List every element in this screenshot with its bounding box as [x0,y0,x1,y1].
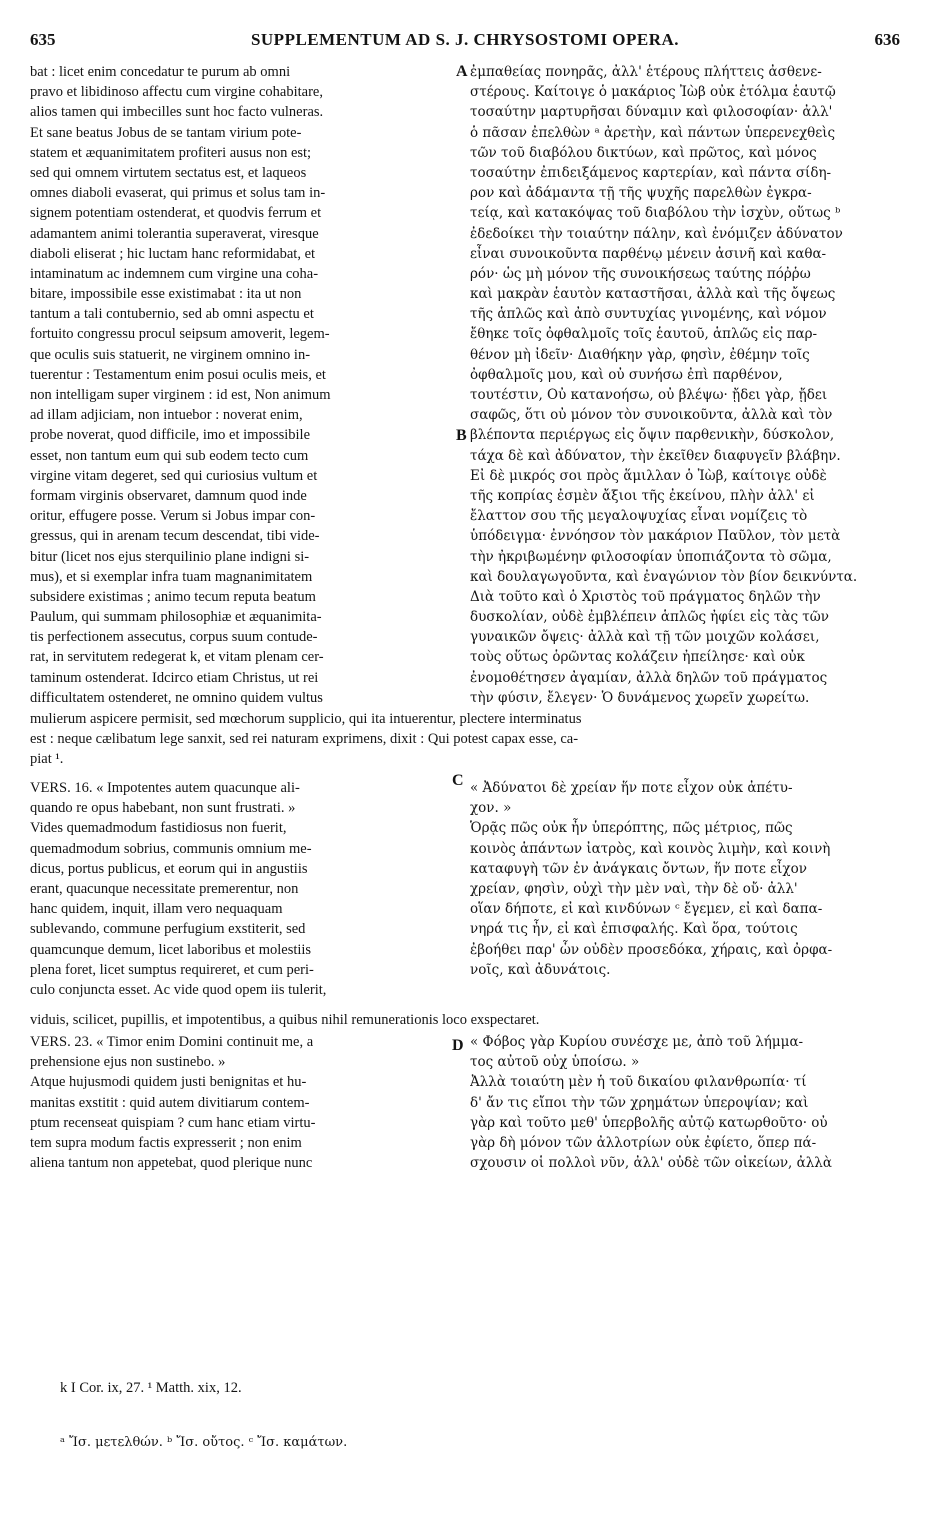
text-line: tantum a tali contubernio, sed ab omni aspectu et [30,306,314,323]
text-line: prehensione ejus non sustinebo. » [30,1054,226,1071]
text-line: probe noverat, quod difficile, imo et impossibile [30,427,311,444]
text-line: ptum recenseat quispiam ? cum hanc etiam virtu- [30,1114,316,1131]
text-line: τὴν φύσιν, ἔλεγεν· Ὁ δυνάμενος χωρεῖν χωρείτω. [470,689,810,706]
text-line: oritur, effugere posse. Verum si Jobus impar con- [30,508,316,525]
text-line: Ἀλλὰ τοιαύτη μὲν ἡ τοῦ δικαίου φιλανθρωπία· τί [470,1074,807,1091]
text-line: Vides quemadmodum fastidiosus non fuerit, [30,820,287,837]
text-line: erant, quacunque necessitate premerentur, non [30,880,299,897]
text-line: sed qui omnem virtutem sectatus est, et laqueos [30,164,307,181]
text-line: plena foret, licet sumptus requireret, et cum peri- [30,961,314,978]
text-line: bat : licet enim concedatur te purum ab omni [30,64,291,80]
text-line: culo conjuncta esset. Ac vide quod opem iis tulerit, [30,981,327,998]
text-line: aliena tantum non appetebat, quod plerique nunc [30,1155,313,1172]
text-line: tuerentur : Testamentum enim posui oculis meis, et [30,366,326,383]
page-number-right: 636 [874,30,900,49]
text-line: quando re opus habebant, non sunt frustrati. » [30,800,296,817]
footnote-greek: ᵃ Ἴσ. μετελθών. ᵇ Ἴσ. οὔτος. ᶜ Ἴσ. καμάτων. [60,1435,348,1450]
text-line: τοσαύτην ἐπιδειξάμενος καρτερίαν, καὶ πάντα σίδη- [470,164,832,181]
text-line: καταφυγὴ τῶν ἐν ἀνάγκαις ὄντων, ἥν ποτε εἶχον [470,860,807,877]
text-line: formam virginis observaret, damnum quod inde [30,487,307,504]
text-line: alios tamen qui imbecilles sunt hoc facto vulneras. [30,104,324,121]
text-line: diaboli eliserat ; hic luctam hanc reformidabat, et [30,245,316,262]
text-line: fortuito congressu procul seipsum amoverit, legem- [30,326,330,343]
text-line: signem potentiam ostenderat, et quodvis ferrum et [30,205,322,222]
text-line: οἵαν δήποτε, εἰ καὶ κινδύνων ᶜ ἔγεμεν, εἰ καὶ δαπα- [470,901,823,918]
text-line: ρον καὶ ἀδάμαντα τῇ τῆς ψυχῆς παρελθὼν ἐγκρα- [470,185,812,202]
footnote-latin: k I Cor. ix, 27. ¹ Matth. xix, 12. [60,1380,242,1396]
running-title: SUPPLEMENTUM AD S. J. CHRYSOSTOMI OPERA. [250,30,680,49]
text-line: ἐβοήθει παρ' ὧν οὐδὲν προσεδόκα, χήραις, καὶ ὀρφα- [470,941,833,958]
text-line: τείᾳ, καὶ κατακόψας τοῦ διαβόλου τὴν ἰσχὺν, οὕτως ᵇ [470,205,841,222]
text-line: VERS. 23. « Timor enim Domini continuit me, a [30,1034,314,1050]
text-line: mulierum aspicere permisit, sed mœchorum supplicio, qui ita intuerentur, plectere interminatus [30,711,582,727]
text-line: γυναικῶν ὄψεις· ἀλλὰ καὶ τῇ τῶν μοιχῶν κολάσει, [470,629,820,646]
text-line: τῶν τοῦ διαβόλου δικτύων, καὶ πρῶτος, καὶ μόνος [470,144,817,161]
full-width-passage-1 [30,709,900,770]
text-line: statem et æquanimitatem profiteri ausus non est; [30,144,312,161]
text-line: que oculis suis statuerit, ne virginem omnino in- [30,346,311,363]
text-line: piat ¹. [30,751,64,768]
text-line: VERS. 16. « Impotentes autem quacunque ali- [30,780,300,796]
text-line: quemadmodum sobrius, communis omnium me- [30,840,312,857]
text-line: τος αὐτοῦ οὐχ ὑποίσω. » [470,1054,640,1071]
text-line: ὀφθαλμοῖς μου, καὶ οὐ συνήσω ἐπὶ παρθένον, [470,366,783,383]
text-line: taminum ostenderat. Idcirco etiam Christus, ut rei [30,669,319,686]
full-width-passage-2 [30,1010,900,1030]
text-line: ἐμπαθείας πονηρᾶς, ἀλλ' ἑτέρους πλήττεις ἀσθενε- [470,64,822,80]
text-line: pravo et libidinoso affectu cum virgine cohabitare, [30,84,323,101]
page-number-left: 635 [30,30,56,49]
text-line: mus), et si exemplar infra tuam magnanimitatem [30,568,313,585]
text-line: « Φόβος γὰρ Κυρίου συνέσχε με, ἀπὸ τοῦ λήμμα- [470,1034,804,1050]
text-line: bitare, impossibile esse existimabat : ita ut non [30,286,302,303]
text-line: κοινὸς ἁπάντων ἰατρὸς, καὶ κοινὸς λιμὴν, καὶ κοινὴ [470,840,831,857]
greek-column-bottom [470,1032,900,1173]
text-line: sublevando, commune perfugium exstiterit, sed [30,921,306,938]
text-line: τὴν ἠκριβωμένην φιλοσοφίαν ὑποπιάζοντα τὸ σῶμα, [470,548,832,565]
text-line: σαφῶς, ὅτι οὐ μόνον τὸν συνοικοῦντα, ἀλλὰ καὶ τὸν [470,407,833,424]
text-line: intaminatum ac indemnem cum virgine una coha- [30,265,319,282]
text-line: τοσαύτην μαρτυρῆσαι δύναμιν καὶ φιλοσοφίαν· ἀλλ' [470,104,833,121]
latin-column-mid [30,778,454,1000]
text-line: τοὺς οὕτως ὁρῶντας κολάζειν ἠπείλησε· καὶ οὐκ [470,649,805,666]
text-line: ρόν· ὡς μὴ μόνον τῆς συνοικήσεως ταύτης πόῤῥω [470,265,811,282]
latin-column-top [30,62,454,708]
text-line: τάχα δὲ καὶ ἀδύνατον, τὴν ἐκεῖθεν διαφυγεῖν βλάβην. [470,447,841,464]
text-line: Paulum, qui summam philosophiæ et æquanimita- [30,609,322,626]
text-line: ἐνομοθέτησεν ἀγαμίαν, ἀλλὰ δηλῶν τοῦ πράγματος [470,669,828,686]
text-line: tis perfectionem assecutus, corpus suum contude- [30,629,318,646]
margin-marker-c: C [452,772,464,789]
text-line: καὶ μακρὰν ἑαυτὸν καταστῆσαι, ἀλλὰ καὶ τῆς ὄψεως [470,286,836,303]
text-line: σχουσιν οἱ πολλοὶ νῦν, ἀλλ' οὐδὲ τῶν οἰκείων, ἀλλὰ [470,1155,832,1172]
running-header [30,30,900,56]
text-line: Atque hujusmodi quidem justi benignitas et hu- [30,1074,307,1091]
text-line: dicus, portus publicus, et eorum qui in angustiis [30,860,308,877]
margin-marker-a: A [456,63,468,80]
text-line: gressus, qui in arenam tecum descendat, tibi vide- [30,528,320,545]
text-line: δ' ἄν τις εἴποι τὴν τῶν χρημάτων ὑπεροψίαν; καὶ [470,1094,809,1111]
text-line: τῆς κοπρίας ἐσμὲν ἄξιοι τῆς ἐκείνου, πλὴν ἀλλ' εἰ [470,487,815,504]
greek-column-top [470,62,900,708]
text-line: quamcunque demum, licet laboribus et molestiis [30,941,312,958]
text-line: τουτέστιν, Οὐ κατανοήσω, οὐ βλέψω· ᾔδει γὰρ, ᾔδει [470,387,828,403]
text-line: manitas exstitit : quid autem divitiarum contem- [30,1094,310,1111]
text-line: χρείαν, φησὶν, οὐχὶ τὴν μὲν ναὶ, τὴν δὲ οὔ· ἀλλ' [470,880,798,897]
text-line: Διὰ τοῦτο καὶ ὁ Χριστὸς τοῦ πράγματος δηλῶν τὴν [470,588,821,605]
greek-column-mid [470,778,900,980]
text-line: bitur (licet nos ejus sterquilinio plane indigni si- [30,548,310,565]
margin-marker-b: B [456,427,467,444]
text-line: νοῖς, καὶ ἀδυνάτοις. [470,961,611,978]
text-line: tem supra modum factis expresserit ; non enim [30,1134,302,1151]
text-line: γὰρ καὶ τοῦτο μεθ' ὑπερβολῆς αὐτῷ κατωρθοῦτο· οὐ [470,1114,828,1131]
text-line: νηρά τις ἦν, εἰ καὶ ἐπισφαλής. Καὶ ὅρα, τούτοις [470,921,798,938]
text-line: θένον μὴ ἰδεῖν· Διαθήκην γὰρ, φησὶν, ἐθέμην τοῖς [470,346,810,363]
text-line: difficultatem ostenderet, ne omnino quidem vultus [30,689,323,706]
text-line: subsidere existimas ; animo tecum reputa beatum [30,588,316,605]
text-line: καὶ δουλαγωγοῦντα, καὶ ἐναγώνιον τὸν βίον δεικνύντα. [470,568,858,585]
latin-column-bottom [30,1032,454,1173]
text-line: est : neque cælibatum lege sanxit, sed rei naturam exprimens, dixit : Qui potest capax esse, ca- [30,731,579,748]
text-line: ad illam adjiciam, non intuebor : noverat enim, [30,407,303,424]
text-line: non intelligam super virginem : id est, Non animum [30,387,331,403]
text-line: adamantem animi tolerantia superaverat, viresque [30,225,319,242]
text-line: ἔθηκε τοῖς ὀφθαλμοῖς τοῖς ἑαυτοῦ, ἁπλῶς εἰς παρ- [470,326,818,343]
text-line: γὰρ δὴ μόνον τῶν ἀλλοτρίων οὐκ ἐφίετο, ὅπερ πά- [470,1134,817,1151]
text-line: Ὁρᾷς πῶς οὐκ ἦν ὑπερόπτης, πῶς μέτριος, πῶς [470,820,793,837]
text-line: εἶναι συνοικοῦντα παρθένῳ μένειν ἀσινῆ καὶ καθα- [470,245,827,262]
text-line: « Ἀδύνατοι δὲ χρείαν ἥν ποτε εἶχον οὐκ ἀπέτυ- [470,780,793,796]
text-line: τῆς ἁπλῶς καὶ ἀπὸ συντυχίας γινομένης, καὶ νόμον [470,306,827,323]
text-line: δυσκολίαν, οὐδὲ ἐμβλέπειν ἁπλῶς ἠφίει εἰς τὰς τῶν [470,609,829,626]
text-line: ἐδεδοίκει τὴν τοιαύτην πάλην, καὶ ἐνόμιζεν ἀδύνατον [470,225,843,242]
text-line: βλέποντα περιέργως εἰς ὄψιν παρθενικὴν, δύσκολον, [470,427,835,444]
text-line: ὁ πᾶσαν ἐπελθὼν ᵃ ἀρετὴν, καὶ πάντων ὑπερενεχθεὶς [470,124,836,141]
text-line: viduis, scilicet, pupillis, et impotentibus, a quibus nihil remunerationis loco exspectaret. [30,1012,540,1028]
text-line: rat, in servitutem redegerat k, et vitam plenam cer- [30,649,324,666]
text-line: Εἰ δὲ μικρός σοι πρὸς ἅμιλλαν ὁ Ἰὼβ, καίτοιγε οὐδὲ [470,467,827,484]
text-line: omnes diaboli evaserat, qui primus et solus tam in- [30,185,326,202]
text-line: στέρους. Καίτοιγε ὁ μακάριος Ἰὼβ οὐκ ἐτόλμα ἑαυτῷ [470,84,836,101]
text-line: virgine vitam degeret, sed qui curiosius vultum et [30,467,318,484]
text-line: ἔλαττον σου τῆς μεγαλοψυχίας εἶναι νομίζεις τὸ [470,508,808,525]
text-line: esset, non tantum eum qui sub eodem tecto cum [30,447,309,464]
text-line: hanc quidem, inquit, illam vero nequaquam [30,901,283,918]
text-line: χον. » [470,800,512,817]
text-line: ὑπόδειγμα· ἐννόησον τὸν μακάριον Παῦλον, τὸν μετὰ [470,528,841,545]
text-line: Et sane beatus Jobus de se tantam virium pote- [30,124,302,141]
margin-marker-d: D [452,1037,464,1054]
